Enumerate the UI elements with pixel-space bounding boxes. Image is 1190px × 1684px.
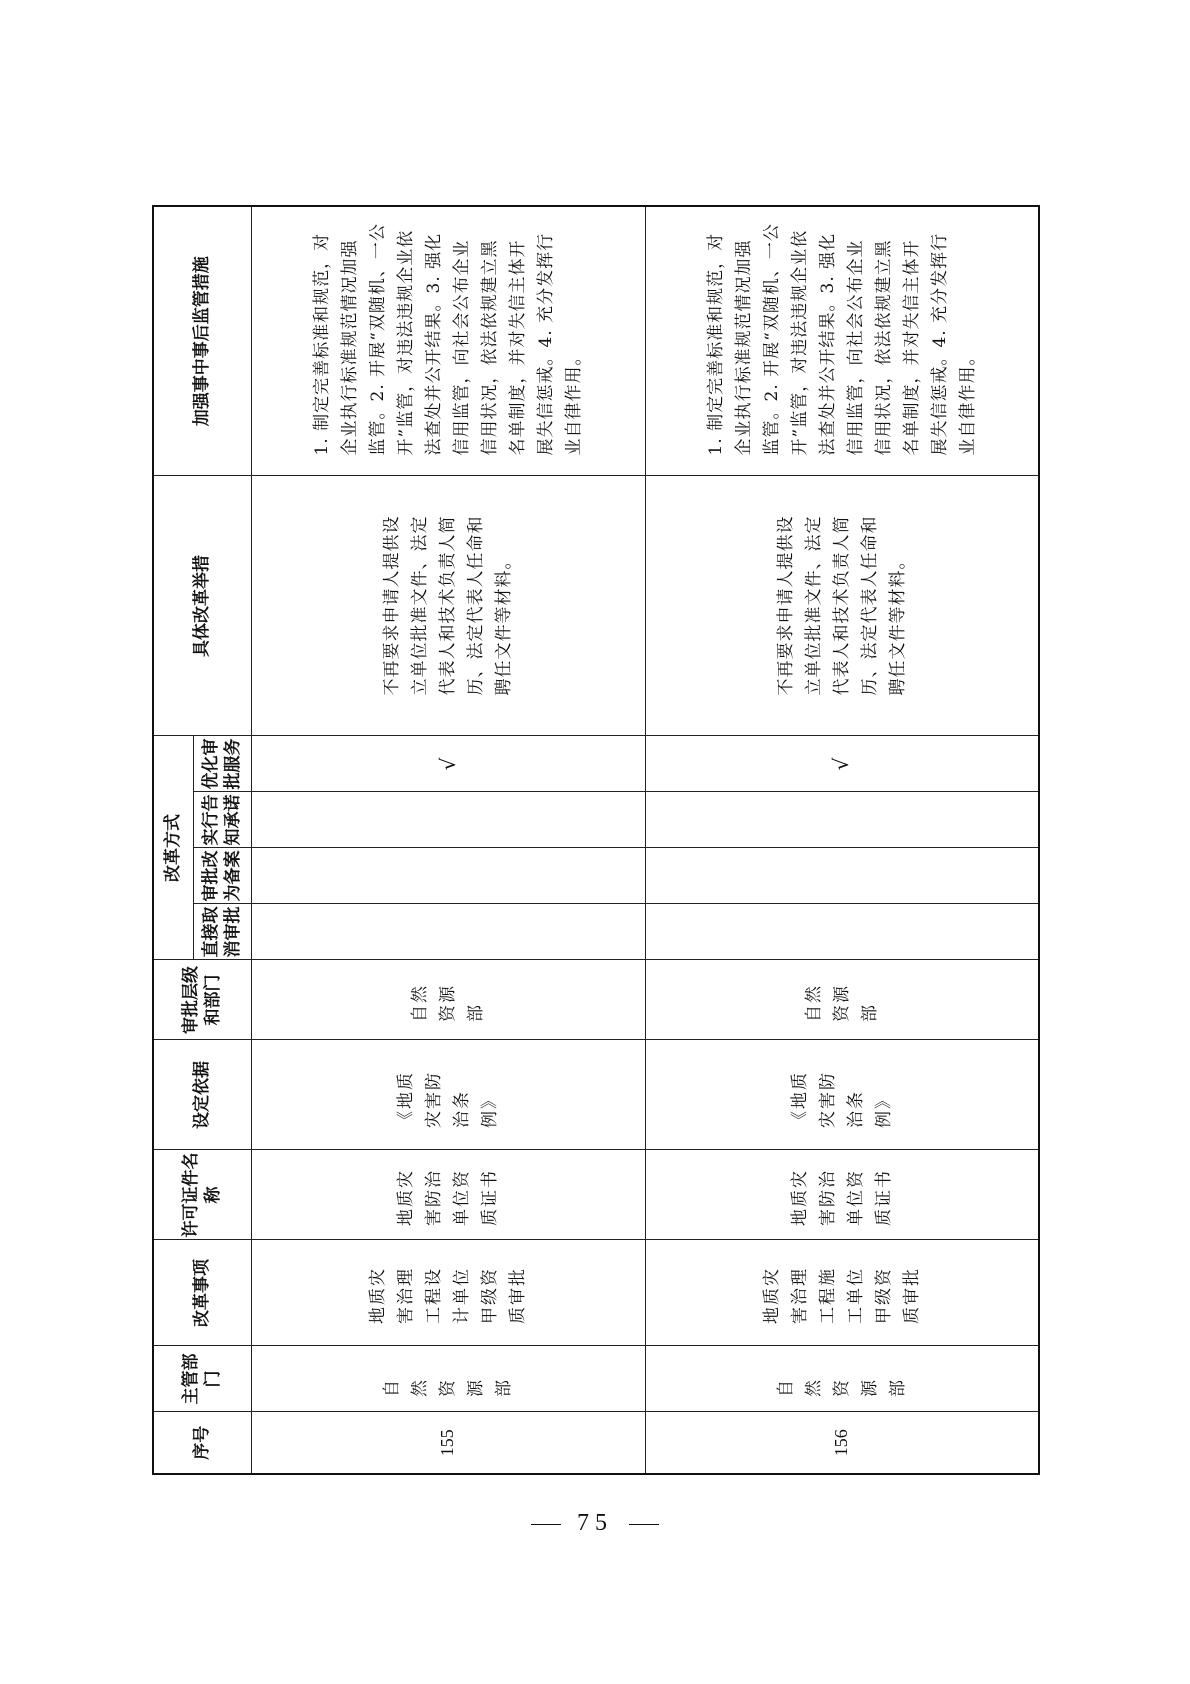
measures-text: 不再要求申请人提供设立单位批准文件、法定代表人和技术负责人简历、法定代表人任命和聘任文件等材料。 [381, 515, 515, 696]
header-supervision: 加强事中事后监管措施 [153, 206, 251, 476]
optimize-check-cell: √ [251, 736, 645, 792]
header-filing: 审批改为备案 [193, 848, 251, 904]
reform-items-table [152, 205, 1040, 1475]
item-cell [251, 1240, 645, 1346]
header-notice-commitment: 实行告知承诺 [193, 792, 251, 848]
basis-text: 《地质灾害防治条例》 [395, 1071, 501, 1128]
table-row [251, 206, 645, 1474]
cancel-cell [645, 904, 1039, 960]
header-row [153, 206, 193, 1474]
item-text: 地质灾害治理工程设计单位甲级资质审批 [367, 1267, 529, 1324]
dept-cell [645, 1346, 1039, 1412]
measures-text: 不再要求申请人提供设立单位批准文件、法定代表人和技术负责人简历、法定代表人任命和聘任文件等材料。 [775, 515, 908, 696]
level-cell [251, 960, 645, 1040]
dept-text: 自然资源部 [775, 1378, 908, 1397]
supervision-text: 1. 制定完善标准和规范，对企业执行标准规范情况加强监管。2. 开展“双随机、一公开”监管，对违法违规企业依法查处并公开结果。3. 强化信用监管，向社会公布企业信用状况，依法依规建立黑名单制度，并对失信主体开展失信惩戒。4. 充分发挥行业自律作用。 [311, 223, 585, 456]
item-text: 地质灾害治理工程施工单位甲级资质审批 [761, 1267, 922, 1324]
dash-right [629, 1524, 659, 1525]
header-license: 许可证件名称 [153, 1150, 251, 1240]
seq-cell: 155 [251, 1412, 645, 1474]
seq-cell: 156 [645, 1412, 1039, 1474]
notice-cell [645, 792, 1039, 848]
header-cancel: 直接取消审批 [193, 904, 251, 960]
table-row [645, 206, 1039, 1474]
header-level: 审批层级和部门 [153, 960, 251, 1040]
license-text: 地质灾害防治单位资质证书 [395, 1169, 501, 1226]
page-number-text: 75 [577, 1510, 613, 1536]
level-cell [645, 960, 1039, 1040]
header-reform: 改革方式 [153, 736, 193, 960]
measures-cell [645, 476, 1039, 736]
filing-cell [645, 848, 1039, 904]
basis-text: 《地质灾害防治条例》 [789, 1071, 894, 1128]
notice-cell [251, 792, 645, 848]
cancel-cell [251, 904, 645, 960]
dept-cell [251, 1346, 645, 1412]
measures-cell [251, 476, 645, 736]
dept-text: 自然资源部 [381, 1378, 515, 1397]
license-cell [645, 1150, 1039, 1240]
header-measures: 具体改革举措 [153, 476, 251, 736]
filing-cell [251, 848, 645, 904]
supervision-cell [251, 206, 645, 476]
rotated-table-container [152, 207, 1038, 1475]
supervision-text: 1. 制定完善标准和规范，对企业执行标准规范情况加强监管。2. 开展“双随机、一公开”监管，对违法违规企业依法查处并公开结果。3. 强化信用监管，向社会公布企业信用状况，依法依规建立黑名单制度，并对失信主体开展失信惩戒。4. 充分发挥行业自律作用。 [705, 223, 978, 456]
dash-left [531, 1524, 561, 1525]
header-seq: 序号 [153, 1412, 251, 1474]
header-optimize: 优化审批服务 [193, 736, 251, 792]
level-text: 自然资源部 [409, 984, 487, 1022]
item-cell [645, 1240, 1039, 1346]
license-text: 地质灾害防治单位资质证书 [789, 1169, 894, 1226]
page-number [0, 1510, 1190, 1537]
header-basis: 设定依据 [153, 1040, 251, 1150]
header-item: 改革事项 [153, 1240, 251, 1346]
header-dept: 主管部门 [153, 1346, 251, 1412]
supervision-cell [645, 206, 1039, 476]
level-text: 自然资源部 [803, 984, 880, 1022]
optimize-check-cell: √ [645, 736, 1039, 792]
license-cell [251, 1150, 645, 1240]
basis-cell [251, 1040, 645, 1150]
basis-cell [645, 1040, 1039, 1150]
